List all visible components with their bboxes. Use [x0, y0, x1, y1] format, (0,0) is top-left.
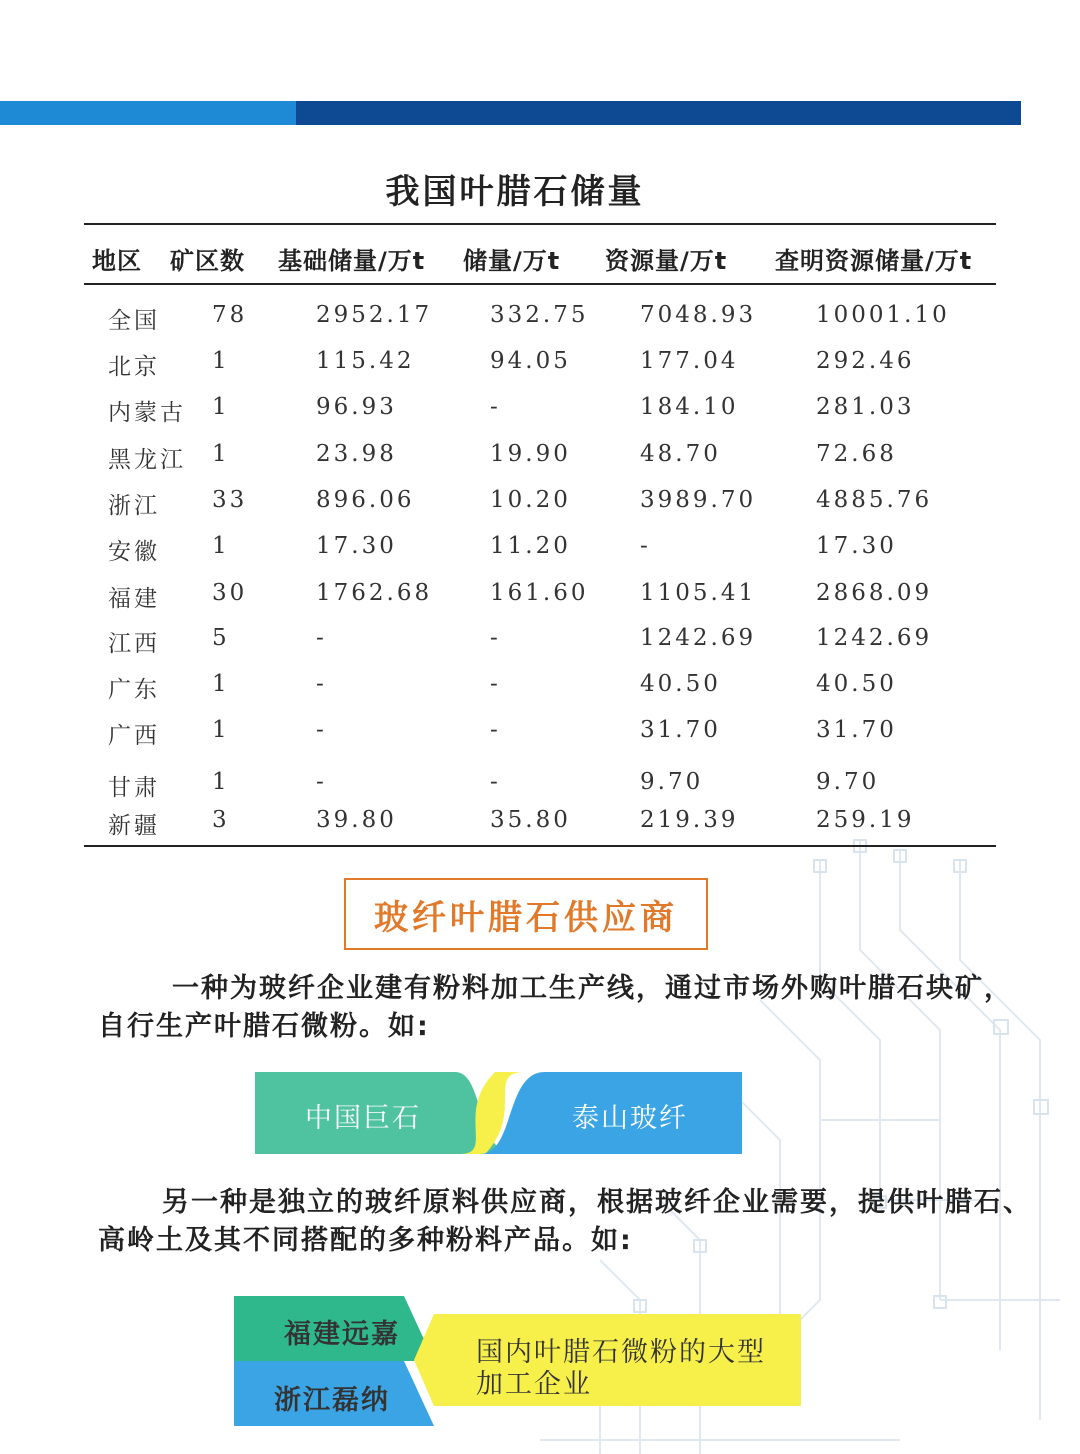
table-cell: 17.30 [316, 533, 397, 559]
table-cell: 281.03 [816, 394, 915, 420]
table-cell: 1 [212, 394, 230, 420]
table-row [0, 580, 1080, 620]
table-cell: 48.70 [640, 441, 721, 467]
table-cell: 161.60 [490, 580, 589, 606]
table-cell: - [316, 717, 327, 743]
table-cell: 安徽 [108, 539, 160, 565]
table-cell: 40.50 [816, 671, 897, 697]
table-cell: 9.70 [640, 769, 704, 795]
table-cell: 1 [212, 441, 230, 467]
table-cell: 甘肃 [108, 775, 160, 801]
table-cell: 9.70 [816, 769, 880, 795]
table-cell: 2952.17 [316, 302, 433, 328]
table-cell: 浙江 [108, 493, 160, 519]
table-cell: 新疆 [108, 813, 160, 839]
table-cell: 1105.41 [640, 580, 757, 606]
table-cell: 7048.93 [640, 302, 757, 328]
column-header: 矿区数 [170, 247, 245, 275]
table-row [0, 348, 1080, 388]
table-cell: 广西 [108, 723, 160, 749]
table-title: 我国叶腊石储量 [385, 172, 645, 212]
table-cell: 10001.10 [816, 302, 950, 328]
table-row [0, 625, 1080, 665]
table-cell: 78 [212, 302, 248, 328]
table-cell: 1242.69 [816, 625, 933, 651]
table-cell: 72.68 [816, 441, 897, 467]
table-cell: 1 [212, 348, 230, 374]
enterprise-label-line2: 加工企业 [476, 1369, 592, 1400]
table-row [0, 487, 1080, 527]
table-cell: 332.75 [490, 302, 589, 328]
table-cell: 广东 [108, 677, 160, 703]
table-header-rule [84, 283, 996, 285]
table-row [0, 394, 1080, 434]
supplier-bottom-label: 浙江磊纳 [274, 1385, 390, 1416]
column-header: 查明资源储量/万t [775, 247, 973, 275]
section-title: 玻纤叶腊石供应商 [374, 897, 678, 938]
table-cell: 江西 [108, 631, 160, 657]
table-row [0, 717, 1080, 757]
table-cell: 39.80 [316, 807, 397, 833]
header-bar-light [0, 101, 296, 125]
table-cell: 115.42 [316, 348, 415, 374]
table-cell: 184.10 [640, 394, 739, 420]
table-cell: 177.04 [640, 348, 739, 374]
table-cell: 1242.69 [640, 625, 757, 651]
header-bar-dark [296, 101, 1021, 125]
table-cell: - [316, 671, 327, 697]
table-cell: 黑龙江 [108, 447, 186, 473]
table-row [0, 441, 1080, 481]
table-cell: 94.05 [490, 348, 571, 374]
table-cell: 5 [212, 625, 230, 651]
table-cell: 1 [212, 671, 230, 697]
table-cell: 2868.09 [816, 580, 933, 606]
table-cell: 1 [212, 717, 230, 743]
column-header: 储量/万t [463, 247, 561, 275]
table-cell: 23.98 [316, 441, 397, 467]
table-cell: 北京 [108, 354, 160, 380]
table-cell: - [316, 625, 327, 651]
table-row [0, 769, 1080, 809]
enterprise-label-line1: 国内叶腊石微粉的大型 [476, 1337, 766, 1368]
table-cell: 3 [212, 807, 230, 833]
supplier-right-label: 泰山玻纤 [572, 1103, 688, 1134]
table-row [0, 807, 1080, 847]
table-cell: 896.06 [316, 487, 415, 513]
table-cell: - [490, 717, 501, 743]
table-cell: 40.50 [640, 671, 721, 697]
table-top-rule [84, 223, 996, 225]
table-cell: - [490, 671, 501, 697]
table-cell: 35.80 [490, 807, 571, 833]
table-cell: - [640, 533, 651, 559]
column-header: 地区 [92, 247, 142, 275]
table-cell: 19.90 [490, 441, 571, 467]
paragraph-1: 一种为玻纤企业建有粉料加工生产线，通过市场外购叶腊石块矿，自行生产叶腊石微粉。如: [98, 973, 1013, 1042]
table-cell: 11.20 [490, 533, 571, 559]
table-cell: - [316, 769, 327, 795]
table-cell: 96.93 [316, 394, 397, 420]
table-cell: 1762.68 [316, 580, 433, 606]
table-row [0, 533, 1080, 573]
table-cell: 全国 [108, 308, 160, 334]
table-cell: 292.46 [816, 348, 915, 374]
table-cell: 259.19 [816, 807, 915, 833]
table-cell: - [490, 394, 501, 420]
table-cell: 31.70 [816, 717, 897, 743]
table-cell: 30 [212, 580, 248, 606]
table-cell: 3989.70 [640, 487, 757, 513]
table-cell: 33 [212, 487, 248, 513]
column-header: 资源量/万t [605, 247, 728, 275]
column-header: 基础储量/万t [278, 247, 426, 275]
table-cell: 内蒙古 [108, 400, 186, 426]
table-cell: 4885.76 [816, 487, 933, 513]
table-cell: 1 [212, 769, 230, 795]
table-cell: - [490, 769, 501, 795]
table-row [0, 302, 1080, 342]
table-cell: 219.39 [640, 807, 739, 833]
table-cell: 31.70 [640, 717, 721, 743]
table-cell: 10.20 [490, 487, 571, 513]
supplier-left-label: 中国巨石 [305, 1103, 421, 1134]
table-cell: 17.30 [816, 533, 897, 559]
paragraph-2: 另一种是独立的玻纤原料供应商，根据玻纤企业需要，提供叶腊石、高岭土及其不同搭配的多种粉料产品。如: [98, 1187, 1032, 1256]
table-cell: - [490, 625, 501, 651]
supplier-top-label: 福建远嘉 [284, 1319, 400, 1350]
section-title-box [344, 878, 708, 950]
table-cell: 1 [212, 533, 230, 559]
table-row [0, 671, 1080, 711]
table-cell: 福建 [108, 586, 160, 612]
